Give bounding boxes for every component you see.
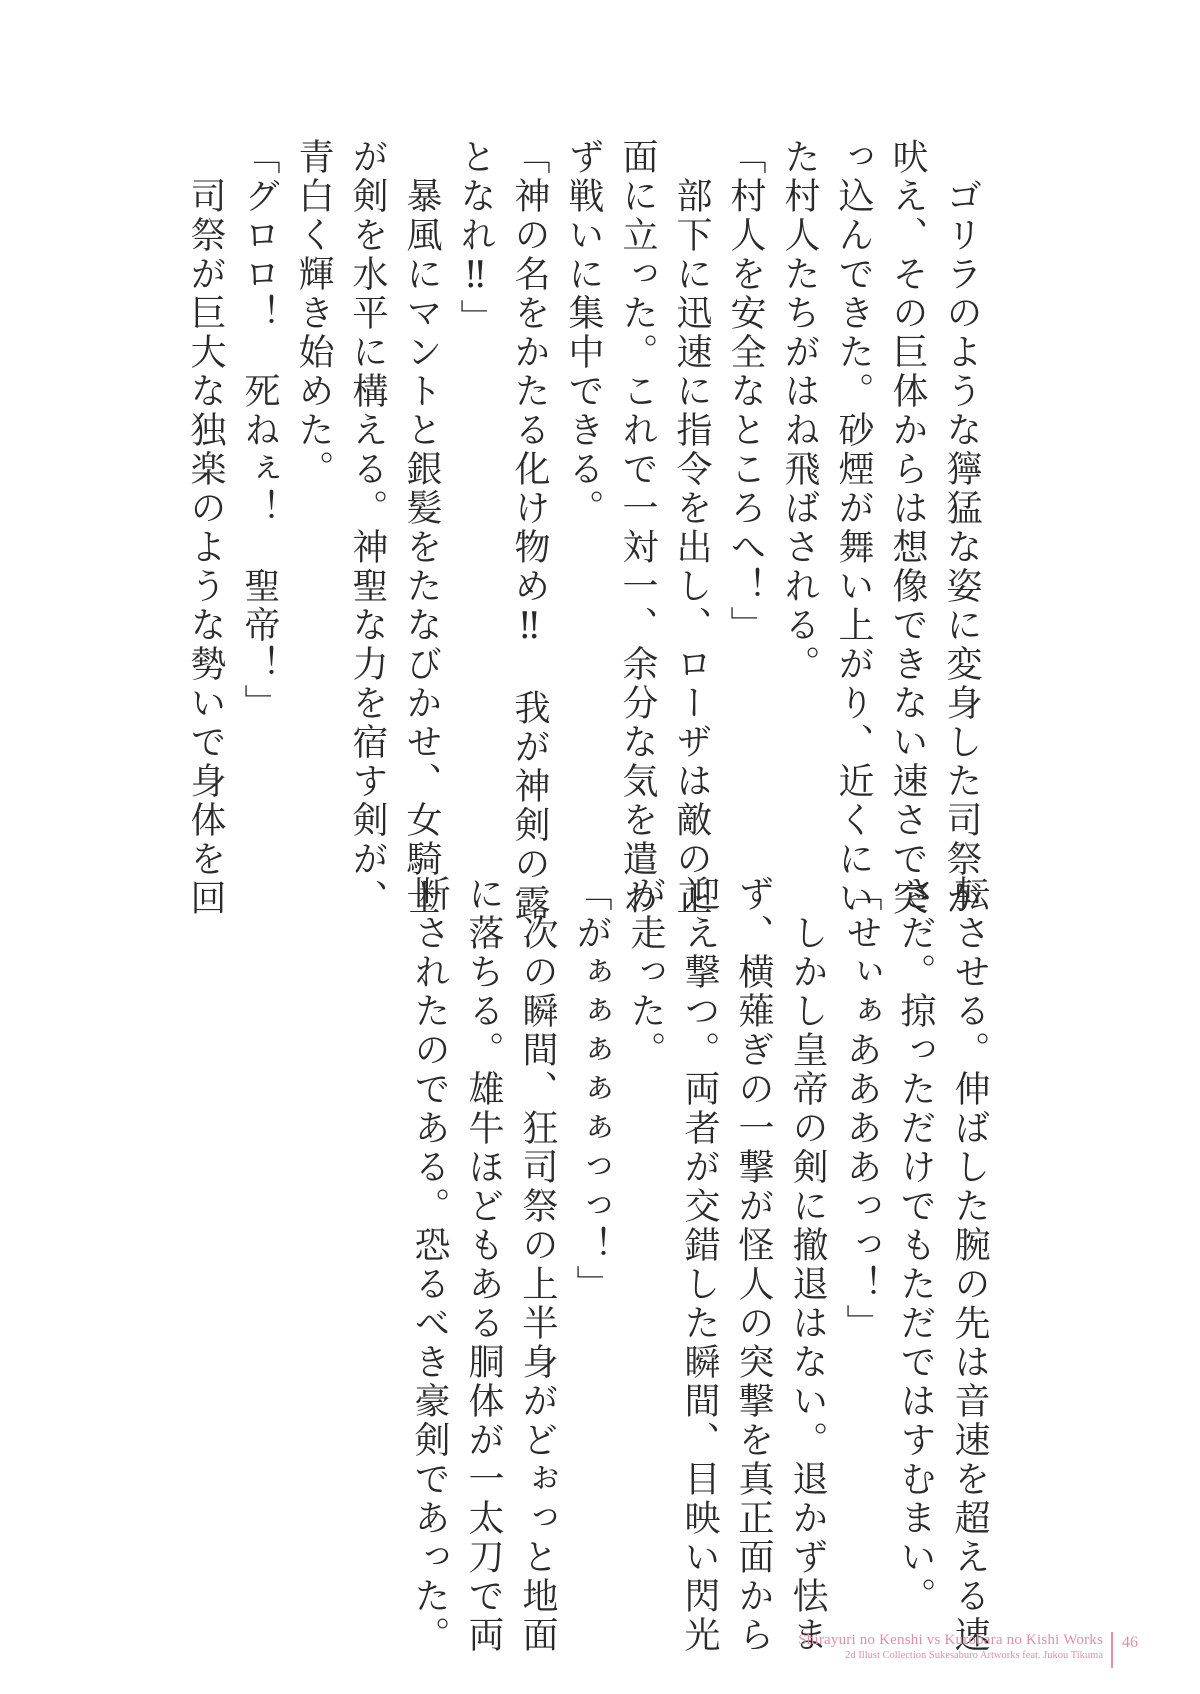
text-column: さだ。掠っただけでもただではすむまい。 [895,875,936,1616]
text-column: た村人たちがはね飛ばされる。 [779,138,820,684]
text-column: 青白く輝き始めた。 [293,138,334,489]
text-column: ず戦いに集中できる。 [563,138,604,528]
text-column: 「せぃぁああああっっ！」 [841,875,882,1343]
page-number: 46 [1122,1634,1138,1651]
footer-subtitle: 2d Illust Collection Sukesaburo Artworks feat. Jukou Tikuma [845,1650,1103,1661]
text-column: 吠え、その巨体からは想像できない速さで突 [887,138,928,918]
footer-text [798,1632,1111,1662]
text-column: 迎え撃つ。両者が交錯した瞬間、目映い閃光 [679,875,720,1655]
text-column: 「神の名をかたる化け物め‼ 我が神剣の露 [509,138,550,923]
footer-divider [1111,1632,1113,1668]
text-column: 部下に迅速に指令を出し、ローザは敵の正 [671,138,712,918]
text-column: 転させる。伸ばした腕の先は音速を超える速 [949,875,990,1655]
text-column: 「がぁぁぁぁぁっっ！」 [571,875,612,1304]
text-column: 面に立った。これで一対一、余分な気を遣わ [617,138,658,918]
text-column: が走った。 [625,875,666,1070]
text-column: 「村人を安全なところへ！」 [725,138,766,645]
text-column: 暴風にマントと銀髪をたなびかせ、女騎士 [401,138,442,918]
text-column: 「グロロ！ 死ねぇ！ 聖帝！」 [239,138,280,723]
text-column: 次の瞬間、狂司祭の上半身がどぉっと地面 [517,875,558,1655]
text-column: 断されたのである。恐るべき豪剣であった。 [409,875,450,1655]
text-column: が剣を水平に構える。神聖な力を宿す剣が、 [347,138,388,918]
text-column: 司祭が巨大な独楽のような勢いで身体を回 [185,138,226,918]
text-column: っ込んできた。砂煙が舞い上がり、近くにい [833,138,874,918]
footer-title: Shirayuri no Kenshi vs Kurobara no Kishi Works [798,1632,1103,1648]
page-footer [798,1632,1138,1668]
text-column: しかし皇帝の剣に撤退はない。退かず怯ま [787,875,828,1655]
text-column: となれ‼」 [455,138,496,338]
text-column: ゴリラのような獰猛な姿に変身した司祭が [941,138,982,918]
text-block-top [178,138,988,923]
text-column: ず、横薙ぎの一撃が怪人の突撃を真正面から [733,875,774,1655]
text-column: に落ちる。雄牛ほどもある胴体が一太刀で両 [463,875,504,1655]
